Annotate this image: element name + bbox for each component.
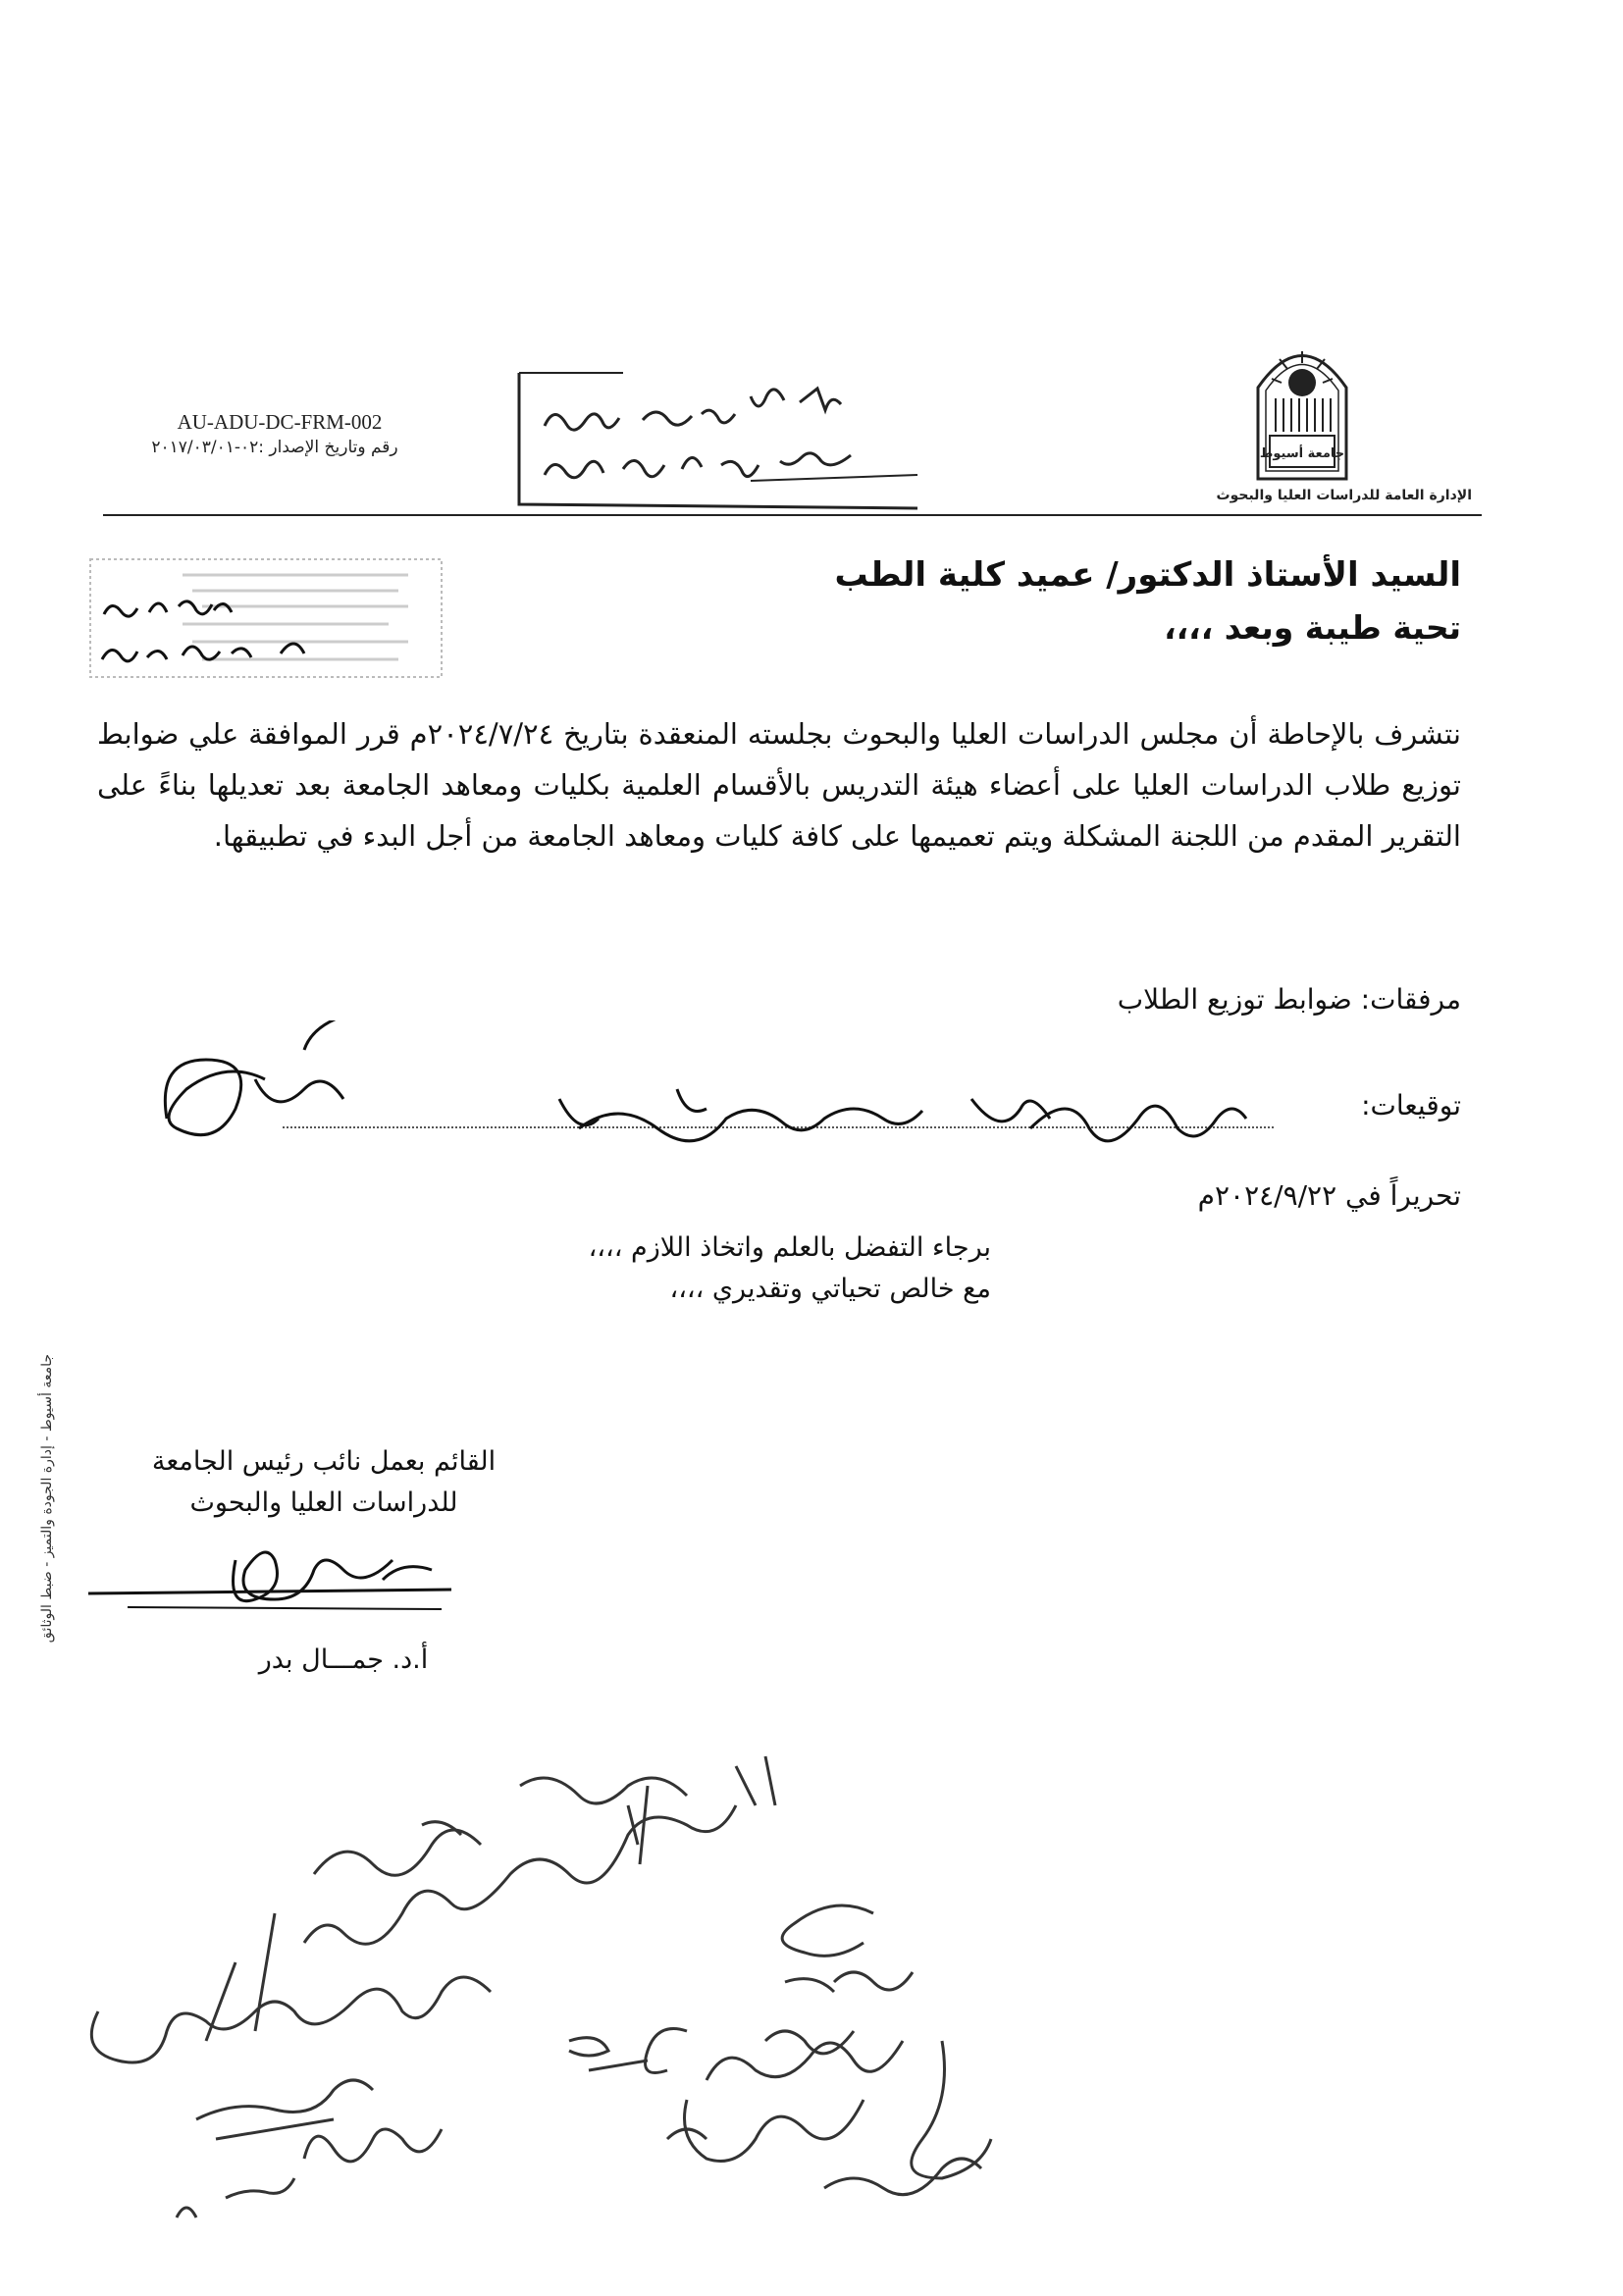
greeting: تحية طيبة وبعد ،،،، <box>1164 608 1461 647</box>
incoming-stamp <box>84 555 447 683</box>
signatures-handwritten <box>128 1020 1305 1187</box>
signer-name: أ.د. جمـــال بدر <box>258 1644 429 1675</box>
form-code: AU-ADU-DC-FRM-002 <box>177 410 383 434</box>
closing-request: برجاء التفضل بالعلم واتخاذ اللازم ،،،، <box>588 1232 991 1263</box>
dated-line: تحريراً في ٢٠٢٤/٩/٢٢م <box>1197 1179 1461 1212</box>
closing-regards: مع خالص تحياتي وتقديري ،،،، <box>669 1274 991 1304</box>
issue-number-date: رقم وتاريخ الإصدار :٠٢-٢٠١٧/٠٣/٠١ <box>151 438 398 457</box>
letter-body: نتشرف بالإحاطة أن مجلس الدراسات العليا والبحوث بجلسته المنعقدة بتاريخ ٢٠٢٤/٧/٢٤م قرر الموافقة علي ضوابط توزيع طلاب الدراسات العليا على أعضاء هيئة التدريس بالأقسام العلمية بكليات ومعاهد الجامعة بعد تعديلها بناءً على التقرير المقدم من اللجنة المشكلة ويتم تعميمها على كافة كليات ومعاهد الجامعة من أجل البدء في تطبيقها. <box>97 717 1462 853</box>
handwritten-annotations <box>59 1747 1285 2276</box>
department-name: الإدارة العامة للدراسات العليا والبحوث <box>1216 488 1472 503</box>
signatures-label: توقيعات: <box>1361 1089 1461 1122</box>
vertical-footer <box>39 1354 69 1717</box>
attachments-line: مرفقات: ضوابط توزيع الطلاب <box>1117 983 1461 1016</box>
header-divider <box>103 514 1482 516</box>
university-logo <box>1248 334 1356 481</box>
svg-text:جامعة أسيوط: جامعة أسيوط <box>1259 446 1345 461</box>
vertical-footer-text: جامعة أسيوط - إدارة الجودة والتميز - ضبط الوثائق <box>39 1354 55 1644</box>
salutation: السيد الأستاذ الدكتور/ عميد كلية الطب <box>834 555 1461 595</box>
signer-title: القائم بعمل نائب رئيس الجامعة <box>151 1446 497 1477</box>
signer-title-dept: للدراسات العليا والبحوث <box>189 1487 458 1518</box>
vice-president-signature <box>69 1531 481 1648</box>
received-stamp <box>505 367 927 512</box>
